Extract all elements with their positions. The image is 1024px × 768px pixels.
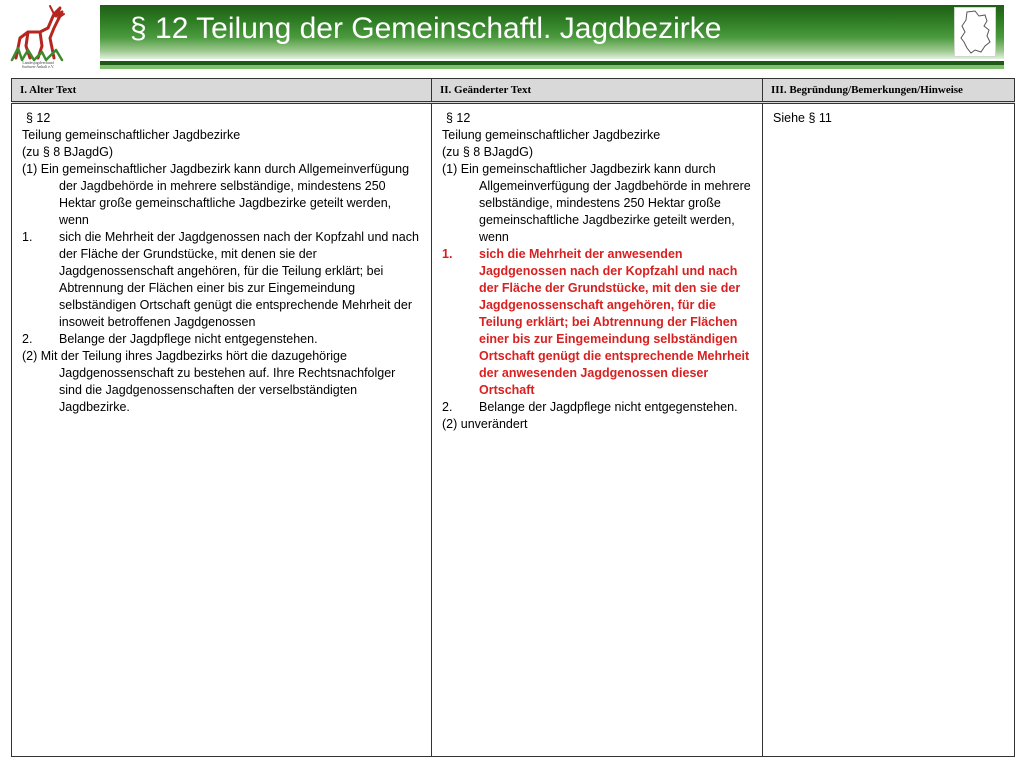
old-text-cell (12, 103, 432, 757)
item-text: sich die Mehrheit der Jagdgenossen nach der Kopfzahl und nach der Fläche der Grundstücke, mit denen sie der Jagdgenossenschaft angehören, für die Teilung erklärt; bei Abtrennung der Flächen einer bis zur Eingemeindung selbständigen Ortschaft genügt die entsprechende Mehrheit der insoweit betroffenen Jagdgenossen (59, 230, 419, 329)
header-old-text: I. Alter Text (12, 79, 432, 103)
item-number: 1. (442, 247, 453, 261)
list-item (442, 399, 752, 416)
section-number: § 12 (26, 111, 51, 125)
comparison-table (11, 78, 1015, 757)
item-text: sich die Mehrheit der anwesenden Jagdgenossen nach der Kopfzahl und nach der Fläche der Grundstücke, mit den sie der Jagdgenossenschaft angehören, für die Teilung erklärt; bei Abtrennung der Flächen einer bis zur Eingemeindung selbständigen Ortschaft genügt die entsprechende Mehrheit der anwesenden Jagdgenossen dieser Ortschaft (479, 247, 750, 397)
title-banner (100, 5, 1004, 59)
paragraph-1: (1) Ein gemeinschaftlicher Jagdbezirk kann durch Allgemeinverfügung der Jagdbehörde in mehrere selbständige, mindestens 250 Hektar große gemeinschaftliche Jagdbezirke geteilt werden, wenn (22, 162, 410, 227)
banner-underline-light (100, 65, 1004, 69)
remarks-cell (763, 103, 1015, 757)
paragraph-1: (1) Ein gemeinschaftlicher Jagdbezirk kann durch Allgemeinverfügung der Jagdbehörde in mehrere selbständige, mindestens 250 Hektar große gemeinschaftliche Jagdbezirke geteilt werden, wenn (442, 162, 751, 244)
section-title: Teilung gemeinschaftlicher Jagdbezirke (442, 128, 661, 142)
paragraph-2: (2) unverändert (442, 417, 528, 431)
state-map-icon (954, 7, 996, 57)
item-number: 2. (22, 332, 33, 346)
changed-list-item (442, 246, 752, 399)
section-number: § 12 (446, 111, 471, 125)
logo-caption: Landesjagdverband Sachsen-Anhalt e.V. (21, 60, 55, 69)
item-number: 1. (22, 230, 33, 244)
list-item (22, 331, 421, 348)
header-remarks: III. Begründung/Bemerkungen/Hinweise (763, 79, 1015, 103)
item-number: 2. (442, 400, 453, 414)
header-new-text: II. Geänderter Text (432, 79, 763, 103)
list-item (22, 229, 421, 331)
table-header-row (12, 79, 1015, 103)
section-reference: (zu § 8 BJagdG) (22, 145, 114, 159)
item-text: Belange der Jagdpflege nicht entgegenstehen. (59, 332, 318, 346)
page-title: § 12 Teilung der Gemeinschaftl. Jagdbezirke (130, 12, 722, 45)
paragraph-2: (2) Mit der Teilung ihres Jagdbezirks hört die dazugehörige Jagdgenossenschaft zu bestehen auf. Ihre Rechtsnachfolger sind die Jagdgenossenschaften der verselbständigten Jagdbezirke. (22, 349, 396, 414)
section-title: Teilung gemeinschaftlicher Jagdbezirke (22, 128, 241, 142)
section-reference: (zu § 8 BJagdG) (442, 145, 534, 159)
item-text: Belange der Jagdpflege nicht entgegenstehen. (479, 400, 738, 414)
new-text-cell (432, 103, 763, 757)
remark-text: Siehe § 11 (773, 111, 832, 125)
table-row (12, 103, 1015, 757)
